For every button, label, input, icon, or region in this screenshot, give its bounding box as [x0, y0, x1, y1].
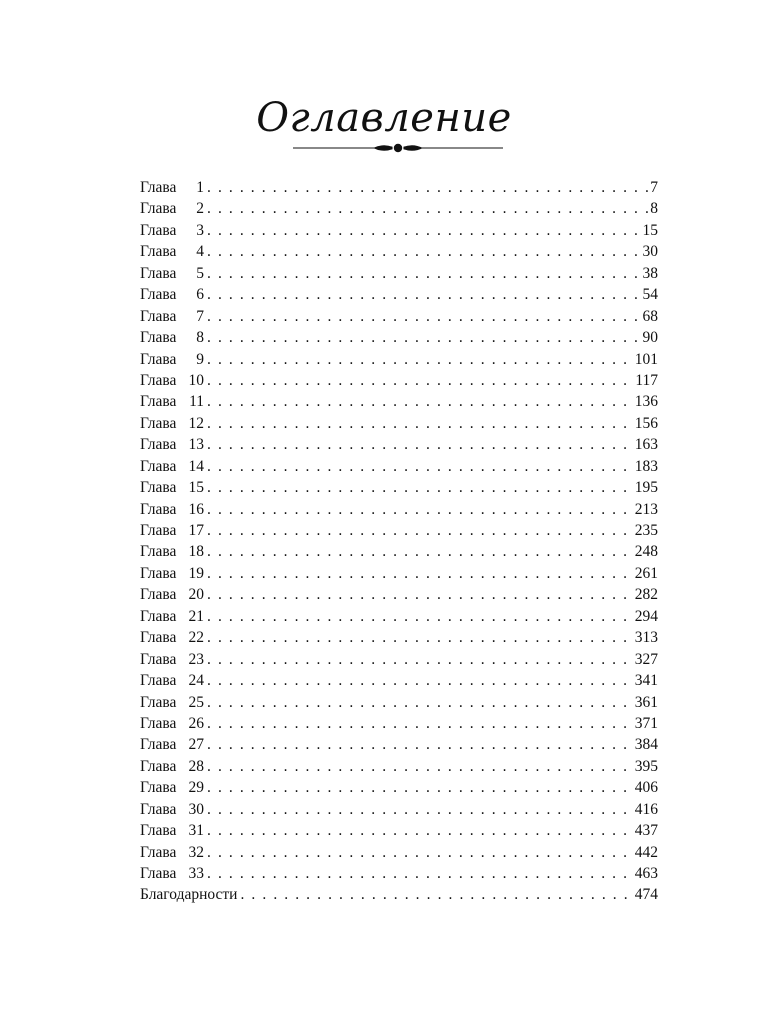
toc-entry-label — [140, 756, 204, 777]
toc-entry-label — [140, 198, 204, 219]
dot-leader — [207, 863, 633, 884]
toc-entry-label — [140, 842, 204, 863]
chapter-word: Глава — [140, 586, 177, 604]
chapter-number: 22 — [188, 629, 204, 647]
toc-entry-label — [140, 434, 204, 455]
toc-entry-chapter-30[interactable] — [140, 799, 658, 820]
chapter-number: 21 — [188, 607, 204, 625]
dot-leader — [207, 370, 633, 391]
flourish-divider-icon — [293, 140, 503, 156]
chapter-word: Глава — [140, 500, 177, 518]
chapter-number: 23 — [188, 650, 204, 668]
toc-entry-chapter-19[interactable] — [140, 563, 658, 584]
chapter-word: Глава — [140, 243, 177, 261]
chapter-word: Глава — [140, 350, 177, 368]
chapter-number: 1 — [196, 179, 204, 196]
dot-leader — [207, 563, 633, 584]
page-number: 38 — [642, 264, 658, 282]
toc-entry-label — [140, 327, 204, 348]
chapter-word: Глава — [140, 457, 177, 475]
page-number: 136 — [634, 393, 658, 411]
chapter-number: 32 — [188, 843, 204, 861]
chapter-word: Глава — [140, 736, 177, 754]
dot-leader — [207, 177, 648, 198]
chapter-number: 29 — [188, 779, 204, 797]
chapter-word: Глава — [140, 264, 177, 282]
toc-entry-chapter-15[interactable] — [140, 477, 658, 498]
toc-entry-label — [140, 241, 204, 262]
chapter-word: Глава — [140, 865, 177, 882]
page-number: 361 — [634, 693, 658, 711]
toc-entry-chapter-14[interactable] — [140, 456, 658, 477]
toc-entry-label — [140, 584, 204, 605]
dot-leader — [207, 734, 633, 755]
chapter-number: 11 — [189, 393, 204, 411]
chapter-number: 8 — [196, 329, 204, 347]
dot-leader — [207, 820, 633, 841]
chapter-word: Глава — [140, 672, 177, 690]
chapter-number: 3 — [196, 221, 204, 239]
chapter-word: Глава — [140, 479, 177, 497]
toc-entry-chapter-18[interactable] — [140, 541, 658, 562]
toc-entry-label — [140, 563, 204, 584]
toc-entry-label — [140, 863, 204, 884]
toc-entry-label — [140, 670, 204, 691]
chapter-word: Глава — [140, 414, 177, 432]
dot-leader — [207, 477, 633, 498]
chapter-number: 6 — [196, 286, 204, 304]
toc-entry-chapter-31[interactable] — [140, 820, 658, 841]
toc-entry-label — [140, 477, 204, 498]
chapter-word: Глава — [140, 200, 177, 218]
page-number: 195 — [634, 479, 658, 497]
toc-entry-chapter-1[interactable] — [140, 177, 658, 198]
acknowledgements-label: Благодарности — [140, 886, 238, 904]
toc-entry-label — [140, 349, 204, 370]
chapter-number: 7 — [196, 307, 204, 325]
toc-entry-chapter-21[interactable] — [140, 606, 658, 627]
toc-entry-label — [140, 263, 204, 284]
toc-entry-chapter-24[interactable] — [140, 670, 658, 691]
chapter-word: Глава — [140, 543, 177, 561]
page-title: Оглавление — [256, 95, 512, 141]
toc-entry-label — [140, 177, 204, 198]
page-number: 68 — [642, 307, 658, 325]
toc-entry-chapter-8[interactable] — [140, 327, 658, 348]
page-number: 248 — [634, 543, 658, 561]
dot-leader — [207, 241, 641, 262]
chapter-number: 13 — [188, 436, 204, 454]
toc-entry-chapter-3[interactable] — [140, 220, 658, 241]
chapter-word: Глава — [140, 307, 177, 325]
toc-entry-label — [140, 541, 204, 562]
page-number: 474 — [634, 886, 658, 904]
chapter-word: Глава — [140, 757, 177, 775]
toc-entry-chapter-23[interactable] — [140, 649, 658, 670]
page-number: 395 — [634, 757, 658, 775]
dot-leader — [207, 456, 633, 477]
toc-entry-label — [140, 627, 204, 648]
dot-leader — [207, 198, 648, 219]
chapter-word: Глава — [140, 221, 177, 239]
chapter-number: 15 — [188, 479, 204, 497]
dot-leader — [207, 756, 633, 777]
dot-leader — [207, 842, 633, 863]
toc-entry-label — [140, 777, 204, 798]
dot-leader — [207, 520, 633, 541]
page-number: 416 — [634, 800, 658, 818]
toc-entry-label — [140, 391, 204, 412]
toc-entry-label — [140, 220, 204, 241]
dot-leader — [207, 413, 633, 434]
chapter-word: Глава — [140, 436, 177, 454]
chapter-word: Глава — [140, 693, 177, 711]
chapter-number: 14 — [188, 457, 204, 475]
toc-entry-chapter-26[interactable] — [140, 713, 658, 734]
toc-entry-chapter-11[interactable] — [140, 391, 658, 412]
dot-leader — [207, 263, 641, 284]
toc-entry-label — [140, 692, 204, 713]
toc-entry-label — [140, 456, 204, 477]
toc-entry-chapter-22[interactable] — [140, 627, 658, 648]
dot-leader — [207, 777, 633, 798]
dot-leader — [207, 584, 633, 605]
page-number: 437 — [634, 822, 658, 840]
toc-entry-chapter-33[interactable] — [140, 863, 658, 884]
page-number: 7 — [650, 179, 658, 196]
toc-entry-chapter-13[interactable] — [140, 434, 658, 455]
dot-leader — [207, 220, 641, 241]
dot-leader — [207, 327, 641, 348]
dot-leader — [207, 306, 641, 327]
chapter-word: Глава — [140, 522, 177, 539]
dot-leader — [207, 606, 633, 627]
chapter-number: 27 — [188, 736, 204, 754]
dot-leader — [207, 799, 633, 820]
page-number: 117 — [635, 371, 658, 389]
chapter-number: 30 — [188, 800, 204, 818]
page-number: 384 — [634, 736, 658, 754]
chapter-word: Глава — [140, 179, 177, 196]
toc-entry-chapter-10[interactable] — [140, 370, 658, 391]
page-number: 156 — [634, 414, 658, 432]
chapter-number: 18 — [188, 543, 204, 561]
toc-entry-acknowledgements[interactable] — [140, 884, 658, 905]
toc-entry-label — [140, 370, 204, 391]
dot-leader — [207, 499, 633, 520]
page-number: 313 — [634, 629, 658, 647]
page-number: 327 — [634, 650, 658, 668]
dot-leader — [207, 284, 641, 305]
chapter-word: Глава — [140, 779, 177, 797]
chapter-number: 2 — [196, 200, 204, 218]
toc-entry-chapter-16[interactable] — [140, 499, 658, 520]
chapter-number: 12 — [188, 414, 204, 432]
toc-entry-label — [140, 799, 204, 820]
chapter-word: Глава — [140, 393, 177, 411]
toc-entry-chapter-32[interactable] — [140, 842, 658, 863]
toc-entry-label — [140, 820, 204, 841]
toc-entry-chapter-6[interactable] — [140, 284, 658, 305]
toc-entry-chapter-2[interactable] — [140, 198, 658, 219]
page-number: 163 — [634, 436, 658, 454]
dot-leader — [207, 692, 633, 713]
dot-leader — [207, 649, 633, 670]
toc-entry-chapter-20[interactable] — [140, 584, 658, 605]
page-number: 15 — [642, 221, 658, 239]
toc-entry-chapter-25[interactable] — [140, 692, 658, 713]
toc-entry-label — [140, 734, 204, 755]
chapter-word: Глава — [140, 607, 177, 625]
toc-entry-chapter-17[interactable] — [140, 520, 658, 541]
chapter-number: 25 — [188, 693, 204, 711]
toc-entry-label — [140, 713, 204, 734]
page-number: 261 — [634, 564, 658, 582]
chapter-number: 26 — [188, 714, 204, 732]
page-number: 90 — [642, 329, 658, 347]
toc-entry-label — [140, 649, 204, 670]
toc-entry-chapter-9[interactable] — [140, 349, 658, 370]
page-number: 282 — [634, 586, 658, 604]
dot-leader — [207, 349, 633, 370]
chapter-number: 4 — [196, 243, 204, 261]
chapter-number: 28 — [188, 757, 204, 775]
chapter-word: Глава — [140, 286, 177, 304]
page-number: 213 — [634, 500, 658, 518]
toc-entry-label — [140, 606, 204, 627]
dot-leader — [207, 713, 633, 734]
chapter-number: 19 — [188, 564, 204, 582]
page-number: 371 — [634, 714, 658, 732]
dot-leader — [207, 627, 633, 648]
chapter-number: 10 — [188, 371, 204, 389]
toc-entry-label — [140, 306, 204, 327]
page-number: 442 — [634, 843, 658, 861]
chapter-word: Глава — [140, 629, 177, 647]
chapter-number: 24 — [188, 672, 204, 690]
table-of-contents — [140, 177, 658, 906]
chapter-number: 17 — [188, 522, 204, 539]
page-number: 463 — [634, 865, 658, 882]
toc-entry-chapter-4[interactable] — [140, 241, 658, 262]
page-number: 406 — [634, 779, 658, 797]
chapter-number: 9 — [196, 350, 204, 368]
page-number: 235 — [634, 522, 658, 539]
toc-entry-chapter-5[interactable] — [140, 263, 658, 284]
dot-leader — [207, 670, 633, 691]
chapter-word: Глава — [140, 564, 177, 582]
page-number: 30 — [642, 243, 658, 261]
page-number: 294 — [634, 607, 658, 625]
dot-leader — [207, 541, 633, 562]
dot-leader — [240, 884, 632, 905]
toc-entry-label — [140, 520, 204, 541]
chapter-word: Глава — [140, 329, 177, 347]
page-number: 54 — [642, 286, 658, 304]
toc-entry-chapter-28[interactable] — [140, 756, 658, 777]
toc-entry-label — [140, 499, 204, 520]
chapter-word: Глава — [140, 843, 177, 861]
chapter-word: Глава — [140, 822, 177, 840]
page-number: 101 — [634, 350, 658, 368]
toc-entry-label — [140, 413, 204, 434]
chapter-number: 5 — [196, 264, 204, 282]
dot-leader — [207, 434, 633, 455]
toc-entry-chapter-29[interactable] — [140, 777, 658, 798]
toc-entry-label — [140, 284, 204, 305]
chapter-word: Глава — [140, 650, 177, 668]
page-number: 183 — [634, 457, 658, 475]
chapter-number: 20 — [188, 586, 204, 604]
chapter-word: Глава — [140, 371, 177, 389]
chapter-number: 33 — [188, 865, 204, 882]
toc-entry-chapter-27[interactable] — [140, 734, 658, 755]
dot-leader — [207, 391, 633, 412]
page-number: 341 — [634, 672, 658, 690]
chapter-word: Глава — [140, 714, 177, 732]
page-number: 8 — [650, 200, 658, 218]
toc-entry-chapter-12[interactable] — [140, 413, 658, 434]
toc-entry-chapter-7[interactable] — [140, 306, 658, 327]
chapter-number: 16 — [188, 500, 204, 518]
chapter-number: 31 — [188, 822, 204, 840]
chapter-word: Глава — [140, 800, 177, 818]
